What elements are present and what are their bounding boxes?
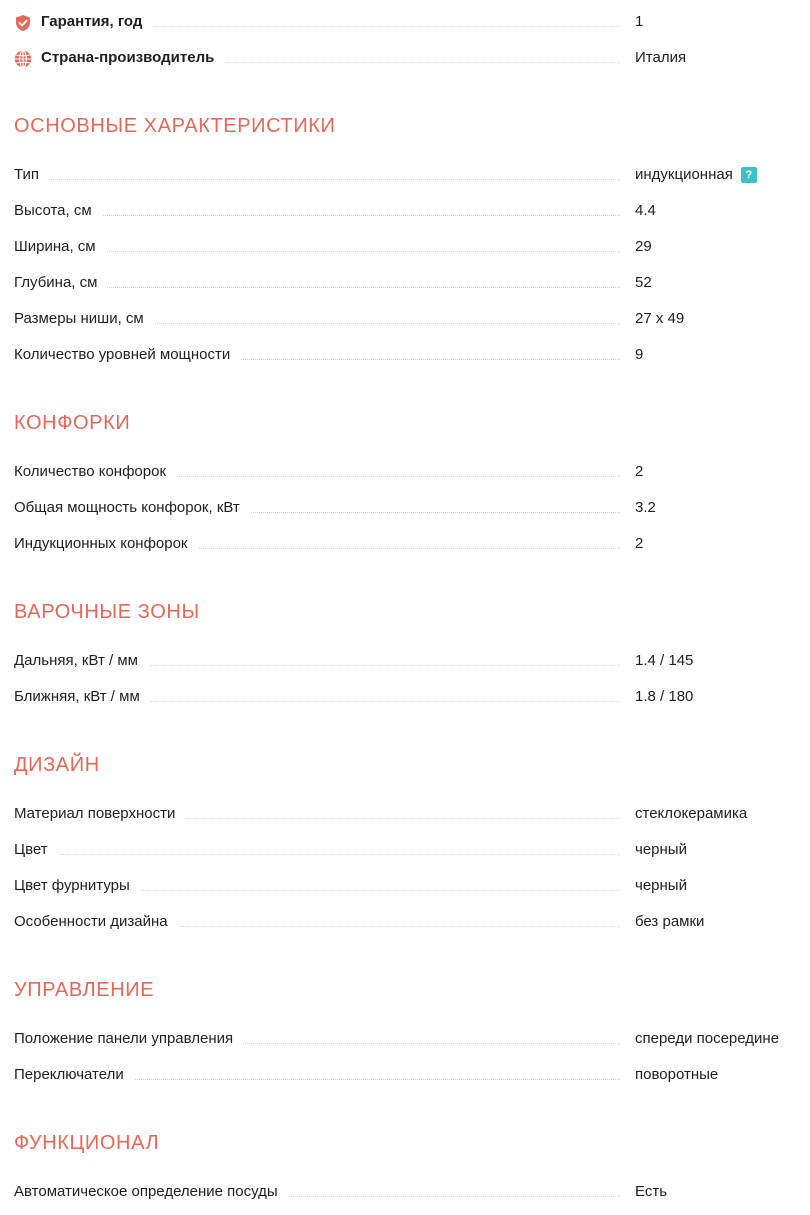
spec-value: индукционная <box>635 166 733 183</box>
spec-row-design-features <box>14 911 810 933</box>
section-title-controls: УПРАВЛЕНИЕ <box>14 979 155 1001</box>
spec-value: 27 x 49 <box>635 310 685 327</box>
spec-row-height <box>14 200 810 222</box>
spec-value: 1.4 / 145 <box>635 652 694 669</box>
spec-label: Индукционных конфорок <box>14 533 198 555</box>
spec-value: стеклокерамика <box>635 805 748 822</box>
spec-label: Особенности дизайна <box>14 911 178 933</box>
spec-row-fittings-color <box>14 875 810 897</box>
spec-value: без рамки <box>635 913 705 930</box>
spec-label: Гарантия, год <box>14 11 152 33</box>
spec-row-width <box>14 236 810 258</box>
spec-value: 1 <box>635 13 644 30</box>
section-title-cooking-zones: ВАРОЧНЫЕ ЗОНЫ <box>14 601 200 623</box>
spec-label: Ближняя, кВт / мм <box>14 686 150 708</box>
spec-value: Италия <box>635 49 687 66</box>
spec-label: Высота, см <box>14 200 102 222</box>
spec-row-panel-position <box>14 1028 810 1050</box>
spec-label: Ширина, см <box>14 236 106 258</box>
spec-label: Цвет фурнитуры <box>14 875 140 897</box>
spec-row-total-power <box>14 497 810 519</box>
spec-row-front-zone <box>14 686 810 708</box>
spec-value-with-help <box>635 164 757 186</box>
spec-label: Переключатели <box>14 1064 134 1086</box>
spec-label: Автоматическое определение посуды <box>14 1181 288 1203</box>
dotted-leader <box>14 215 620 216</box>
spec-row-cookware-detection <box>14 1181 810 1203</box>
section-title-main-characteristics: ОСНОВНЫЕ ХАРАКТЕРИСТИКИ <box>14 115 336 137</box>
dotted-leader <box>14 179 620 180</box>
spec-value: черный <box>635 841 687 858</box>
spec-value: 2 <box>635 535 644 552</box>
spec-value: 4.4 <box>635 202 656 219</box>
spec-value: 52 <box>635 274 652 291</box>
spec-value: 29 <box>635 238 652 255</box>
spec-row-induction-burners <box>14 533 810 555</box>
spec-label: Глубина, см <box>14 272 107 294</box>
dotted-leader <box>14 854 620 855</box>
section-title-design: ДИЗАЙН <box>14 754 100 776</box>
spec-value: 2 <box>635 463 644 480</box>
spec-row-warranty <box>14 11 810 33</box>
spec-row-country <box>14 47 810 69</box>
spec-label: Общая мощность конфорок, кВт <box>14 497 250 519</box>
globe-icon <box>14 50 32 68</box>
spec-label: Количество конфорок <box>14 461 176 483</box>
spec-label: Цвет <box>14 839 58 861</box>
spec-label: Положение панели управления <box>14 1028 243 1050</box>
help-icon[interactable]: ? <box>741 167 757 183</box>
spec-label: Размеры ниши, см <box>14 308 154 330</box>
spec-value: спереди посередине <box>635 1030 780 1047</box>
section-title-burners: КОНФОРКИ <box>14 412 131 434</box>
spec-row-color <box>14 839 810 861</box>
spec-label: Тип <box>14 164 49 186</box>
spec-value: Есть <box>635 1183 668 1200</box>
spec-row-surface-material <box>14 803 810 825</box>
spec-label: Материал поверхности <box>14 803 185 825</box>
spec-row-burner-count <box>14 461 810 483</box>
spec-row-power-levels <box>14 344 810 366</box>
section-title-functions: ФУНКЦИОНАЛ <box>14 1132 160 1154</box>
spec-value: 9 <box>635 346 644 363</box>
spec-value: поворотные <box>635 1066 719 1083</box>
spec-label: Страна-производитель <box>14 47 224 69</box>
spec-value: 3.2 <box>635 499 656 516</box>
spec-row-switches <box>14 1064 810 1086</box>
spec-row-rear-zone <box>14 650 810 672</box>
spec-row-type <box>14 164 810 186</box>
spec-label: Дальняя, кВт / мм <box>14 650 148 672</box>
shield-check-icon <box>14 14 32 32</box>
spec-row-niche-size <box>14 308 810 330</box>
spec-label: Количество уровней мощности <box>14 344 240 366</box>
spec-value: черный <box>635 877 687 894</box>
spec-value: 1.8 / 180 <box>635 688 694 705</box>
spec-row-depth <box>14 272 810 294</box>
